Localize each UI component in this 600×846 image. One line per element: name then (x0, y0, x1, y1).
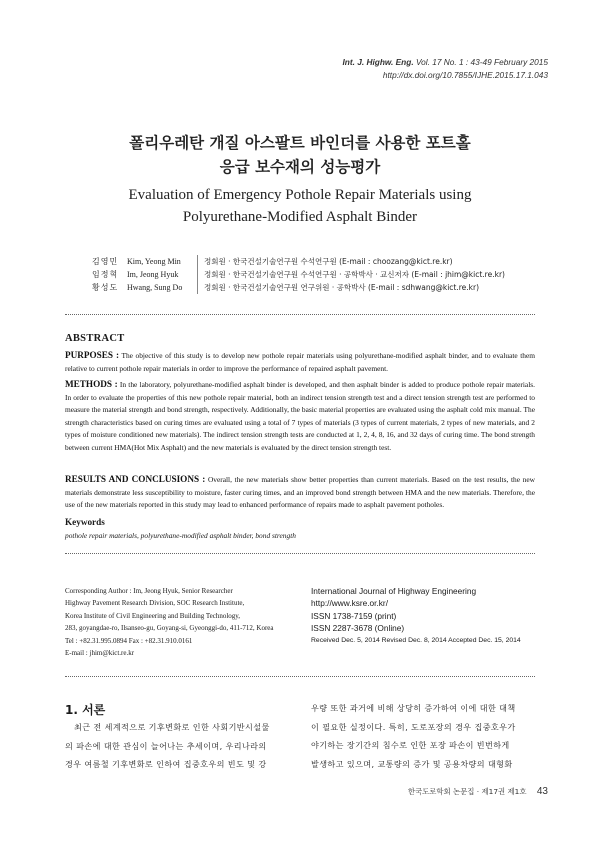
methods-label: METHODS : (65, 379, 118, 389)
body-column-left (65, 718, 295, 774)
purposes-label: PURPOSES : (65, 350, 120, 360)
page-footer (408, 786, 548, 797)
keywords-text: pothole repair materials, polyurethane-modified asphalt binder, bond strength (65, 531, 296, 540)
author-english-name: Hwang, Sung Do (127, 283, 183, 292)
dotted-divider (65, 553, 535, 554)
body-line: 우량 또한 과거에 비해 상당히 증가하여 이에 대한 대책 (311, 703, 516, 713)
issn-print: ISSN 1738-7159 (print) (311, 610, 397, 621)
body-column-right (311, 699, 543, 774)
abstract-heading: ABSTRACT (65, 333, 125, 344)
divider (197, 281, 198, 294)
section-heading: 1. 서론 (65, 703, 106, 717)
author-affiliation: 정회원 · 한국건설기술연구원 연구위원 · 공학박사 (E-mail : sdhwang@kict.re.kr) (204, 283, 480, 292)
journal-name: Int. J. Highw. Eng. (342, 57, 414, 67)
submission-dates: Received Dec. 5, 2014 Revised Dec. 8, 2014 Accepted Dec. 15, 2014 (311, 636, 521, 644)
issn-online: ISSN 2287-3678 (Online) (311, 623, 405, 634)
author-korean-name: 임정혁 (92, 270, 119, 279)
english-title-line-1: Evaluation of Emergency Pothole Repair Materials using (128, 187, 472, 203)
english-title-line-2: Polyurethane-Modified Asphalt Binder (182, 209, 418, 225)
corresponding-author-block (65, 585, 305, 659)
korean-title-line-1: 폴리우레탄 개질 아스팔트 바인더를 사용한 포트홀 (129, 134, 471, 152)
journal-info-block (311, 585, 551, 647)
divider (197, 255, 198, 268)
body-line: 야기하는 장기간의 침수로 인한 포장 파손이 빈번하게 (311, 740, 510, 751)
corr-email[interactable]: E-mail : jhim@kict.re.kr (65, 649, 135, 658)
body-line: 발생하고 있으며, 교통량의 증가 및 공용차량의 대형화 (311, 759, 513, 770)
dotted-divider (65, 676, 535, 677)
author-affiliation: 정회원 · 한국건설기술연구원 수석연구원 (E-mail : choozang@kict.re.kr) (204, 257, 453, 266)
journal-volume: Vol. 17 No. 1 : 43-49 February 2015 (415, 57, 548, 67)
corr-line: Korea Institute of Civil Engineering and Building Technology, (65, 611, 241, 620)
author-korean-name: 김영민 (92, 257, 119, 266)
abstract-results (65, 473, 535, 512)
author-row (92, 255, 505, 268)
keywords-heading: Keywords (65, 517, 105, 527)
results-label: RESULTS AND CONCLUSIONS : (65, 474, 206, 484)
author-row (92, 268, 505, 281)
author-row (92, 281, 505, 294)
body-line: 경우 여름철 기후변화로 인하여 집중호우의 빈도 및 강 (65, 759, 267, 770)
corr-line: Tel : +82.31.995.0894 Fax : +82.31.910.0161 (65, 636, 193, 645)
author-korean-name: 황성도 (92, 283, 119, 292)
journal-citation (342, 56, 548, 82)
footer-journal: 한국도로학회 논문집 · 제17권 제1호 (407, 787, 527, 796)
body-line: 최근 전 세계적으로 기후변화로 인한 사회기반시설물 (74, 722, 270, 732)
abstract-purposes (65, 349, 535, 375)
divider (197, 268, 198, 281)
journal-website[interactable]: http://www.ksre.or.kr/ (311, 598, 388, 609)
author-english-name: Kim, Yeong Min (127, 257, 181, 266)
purposes-text: The objective of this study is to develop new pothole repair materials using polyurethane-modified asphalt binder, and to evaluate them relative to current pothole repair materials in order to improve the performance of repaired asphalt pavement. (65, 351, 536, 373)
methods-text: In the laboratory, polyurethane-modified asphalt binder is developed, and then asphalt binder is added to produce pothole repair materials. In order to evaluate the properties of this new pothole repair material, both an indirect tension strength test and a direct tension strength test are performed to measure the material strength and bond strength, respectively. Additionally, the basic material properties are evaluated using the asphalt cold mix manual. The strength characteristics based on curing times are evaluated using a total of 7 types of materials (3 types of current materials, 2 types of new materials, and 2 types of moisture conditioned new materials). The indirect tension strength tests are conducted at 1, 2, 4, 8, 16, and 32 days of curing time. The bond strength between current HMA(Hot Mix Asphalt) and the new materials is evaluated by the direct tension strength test. (65, 380, 535, 452)
dotted-divider (65, 314, 535, 315)
corr-line: 283, goyangdae-ro, Ilsanseo-gu, Goyang-si, Gyeonggi-do, 411-712, Korea (65, 624, 274, 633)
author-english-name: Im, Jeong Hyuk (127, 270, 179, 279)
page-number: 43 (536, 786, 548, 797)
abstract-methods (65, 378, 535, 455)
journal-full-name: International Journal of Highway Engineering (311, 586, 477, 596)
body-line: 의 파손에 대한 관심이 늘어나는 추세이며, 우리나라의 (65, 740, 267, 751)
corr-line: Highway Pavement Research Division, SOC Research Institute, (65, 599, 245, 608)
author-affiliation: 정회원 · 한국건설기술연구원 수석연구원 · 공학박사 · 교신저자 (E-mail : jhim@kict.re.kr) (204, 270, 505, 279)
doi-link[interactable]: http://dx.doi.org/10.7855/IJHE.2015.17.1.043 (382, 70, 548, 80)
korean-title-line-2: 응급 보수재의 성능평가 (219, 158, 381, 176)
results-text: Overall, the new materials show better properties than current materials. Based on the test results, the new materials demonstrate less susceptibility to moisture, faster curing times, and an improved bond strength between HMA and the new materials. Therefore, the use of the new materials reported in this study may lead to enhanced performance of repairs made to asphalt pavement potholes. (65, 475, 535, 510)
corr-line: Corresponding Author : Im, Jeong Hyuk, Senior Researcher (65, 587, 233, 595)
body-line: 이 필요한 실정이다. 특히, 도로포장의 경우 집중호우가 (311, 721, 516, 732)
author-list (92, 255, 505, 294)
